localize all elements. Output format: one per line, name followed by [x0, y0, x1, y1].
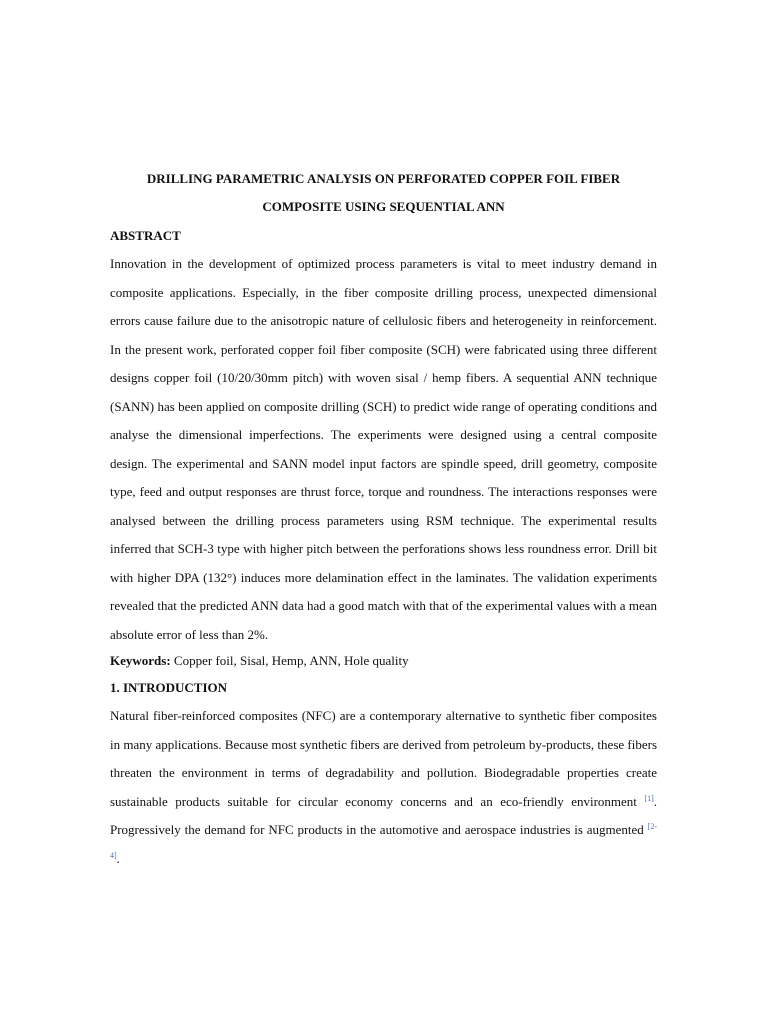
keywords-label: Keywords:	[110, 653, 171, 668]
abstract-heading: ABSTRACT	[110, 228, 181, 243]
introduction-text-part-2: . Progressively the demand for NFC products in the automotive and aerospace industries is augmented	[110, 793, 657, 837]
introduction-text-part-1: Natural fiber-reinforced composites (NFC) are a contemporary alternative to synthetic fiber composites in many applications. Because most synthetic fibers are derived from petroleum by-products, these fibers threaten the environment in terms of degradability and pollution. Biodegradable properties create sustainable products suitable for circular economy concerns and an eco-friendly environment	[110, 708, 657, 809]
paper-title-line-2: COMPOSITE USING SEQUENTIAL ANN	[262, 199, 505, 214]
introduction-text	[110, 702, 657, 873]
citation-link-2[interactable]: [2-4]	[110, 822, 657, 860]
paper-title-line-1: DRILLING PARAMETRIC ANALYSIS ON PERFORATED COPPER FOIL FIBER	[146, 171, 621, 186]
keywords-line	[110, 653, 409, 669]
citation-link-1[interactable]: [1]	[644, 793, 654, 803]
introduction-text-part-3: .	[116, 850, 120, 866]
keywords-text: Copper foil, Sisal, Hemp, ANN, Hole quality	[170, 653, 409, 668]
abstract-text: Innovation in the development of optimized process parameters is vital to meet industry demand in composite applications. Especially, in the fiber composite drilling process, unexpected dimensional errors cause failure due to the anisotropic nature of cellulosic fibers and heterogeneity in reinforcement. In the present work, perforated copper foil fiber composite (SCH) were fabricated using three different designs copper foil (10/20/30mm pitch) with woven sisal / hemp fibers. A sequential ANN technique (SANN) has been applied on composite drilling (SCH) to predict wide range of operating conditions and analyse the dimensional imperfections. The experiments were designed using a central composite design. The experimental and SANN model input factors are spindle speed, drill geometry, composite type, feed and output responses are thrust force, torque and roundness. The interactions responses were analysed between the drilling process parameters using RSM technique. The experimental results inferred that SCH-3 type with higher pitch between the perforations shows less roundness error. Drill bit with higher DPA (132°) induces more delamination effect in the laminates. The validation experiments revealed that the predicted ANN data had a good match with that of the experimental values with a mean absolute error of less than 2%.	[110, 256, 657, 642]
introduction-heading: 1. INTRODUCTION	[110, 680, 228, 695]
